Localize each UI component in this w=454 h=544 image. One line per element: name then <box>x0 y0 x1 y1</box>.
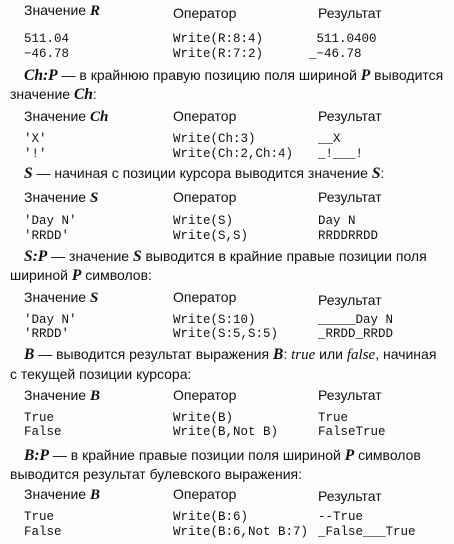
header-result: Результат <box>318 5 382 21</box>
row-result: _RRDD_RRDD <box>318 327 394 341</box>
row-operator: Write(Ch:3) <box>173 132 256 146</box>
header-result: Результат <box>318 292 382 308</box>
header-operator: Оператор <box>173 108 237 124</box>
row-result: _−46.78 <box>309 47 362 61</box>
row-value: −46.78 <box>24 47 70 61</box>
row-result: 511.0400 <box>309 32 377 46</box>
row-value: 'X' <box>24 132 47 146</box>
description-s-p: S:P — значение S выводится в крайние правые позиции поля шириной P символов: <box>10 248 427 284</box>
row-result: True <box>318 411 349 425</box>
row-value: False <box>24 425 62 439</box>
row-operator: Write(B,Not B) <box>173 425 279 439</box>
header-operator: Оператор <box>173 189 237 205</box>
row-result: __X <box>318 132 341 146</box>
row-operator: Write(B) <box>173 411 234 425</box>
row-operator: Write(B:6) <box>173 510 249 524</box>
header-result: Результат <box>318 387 382 403</box>
row-operator: Write(S:10) <box>173 313 256 327</box>
row-operator: Write(S) <box>173 214 234 228</box>
header-value: Значение S <box>24 189 99 206</box>
row-value: 'Day N' <box>24 313 77 327</box>
row-operator: Write(R:7:2) <box>173 47 264 61</box>
row-value: 'RRDD' <box>24 229 70 243</box>
row-result: RRDDRRDD <box>318 229 379 243</box>
row-operator: Write(B:6,Not B:7) <box>173 525 309 539</box>
header-operator: Оператор <box>173 387 237 403</box>
row-result: _False___True <box>318 525 416 539</box>
row-value: '!' <box>24 147 47 161</box>
description-s: S — начиная с позиции курсора выводится значение S: <box>24 165 385 182</box>
header-operator: Оператор <box>173 486 237 502</box>
row-value: True <box>24 411 55 425</box>
header-result: Результат <box>318 189 382 205</box>
header-value: Значение Ch <box>24 108 109 125</box>
header-value: Значение B <box>24 387 100 404</box>
row-value: 'RRDD' <box>24 327 70 341</box>
header-operator: Оператор <box>173 5 237 21</box>
header-result: Результат <box>318 488 382 504</box>
row-value: 511.04 <box>24 32 70 46</box>
row-value: True <box>24 510 55 524</box>
description-ch: Ch:P — в крайнюю правую позицию поля шириной P выводится значение Ch: <box>10 67 444 103</box>
row-result: _____Day N <box>318 313 394 327</box>
row-operator: Write(R:8:4) <box>173 32 264 46</box>
row-result: --True <box>318 510 364 524</box>
row-operator: Write(S,S) <box>173 229 249 243</box>
row-operator: Write(S:5,S:5) <box>173 327 279 341</box>
row-operator: Write(Ch:2,Ch:4) <box>173 147 294 161</box>
row-value: 'Day N' <box>24 214 77 228</box>
row-result: FalseTrue <box>318 425 386 439</box>
row-result: _!___! <box>318 147 364 161</box>
header-operator: Оператор <box>173 289 237 305</box>
description-b: B — выводится результат выражения B: true или false, начиная с текущей позиции курсора: <box>10 346 437 382</box>
header-value: Значение R <box>24 2 100 19</box>
header-value: Значение B <box>24 486 100 503</box>
description-b-p: B:P — в крайние правые позиции поля шириной P символов выводится результат булевского выражения: <box>10 447 421 482</box>
row-value: False <box>24 525 62 539</box>
header-value: Значение S <box>24 289 99 306</box>
row-result: Day N <box>318 214 356 228</box>
header-result: Результат <box>318 108 382 124</box>
